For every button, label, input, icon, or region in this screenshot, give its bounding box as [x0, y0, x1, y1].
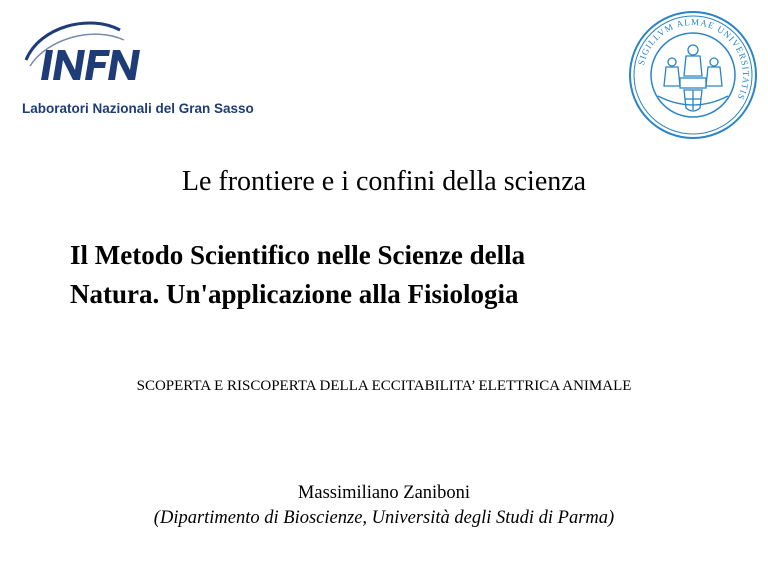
main-title — [70, 236, 720, 314]
seal-ring-text: SIGILLVM ALMAE UNIVERSITATIS — [636, 16, 752, 103]
university-seal-icon — [628, 10, 758, 140]
series-title: Le frontiere e i confini della scienza — [181, 166, 587, 197]
main-title-line-1: Il Metodo Scientifico nelle Scienze della — [70, 240, 526, 270]
author-affiliation: (Dipartimento di Bioscienze, Università degli Studi di Parma) — [153, 508, 615, 528]
infn-wordmark-graphic — [20, 8, 280, 103]
infn-subtitle: Laboratori Nazionali del Gran Sasso — [22, 101, 254, 116]
main-title-line-2: Natura. Un'applicazione alla Fisiologia — [70, 279, 519, 309]
author-name: Massimiliano Zaniboni — [297, 483, 471, 503]
subtitle: SCOPERTA E RISCOPERTA DELLA ECCITABILITA’ ELETTRICA ANIMALE — [136, 378, 632, 394]
